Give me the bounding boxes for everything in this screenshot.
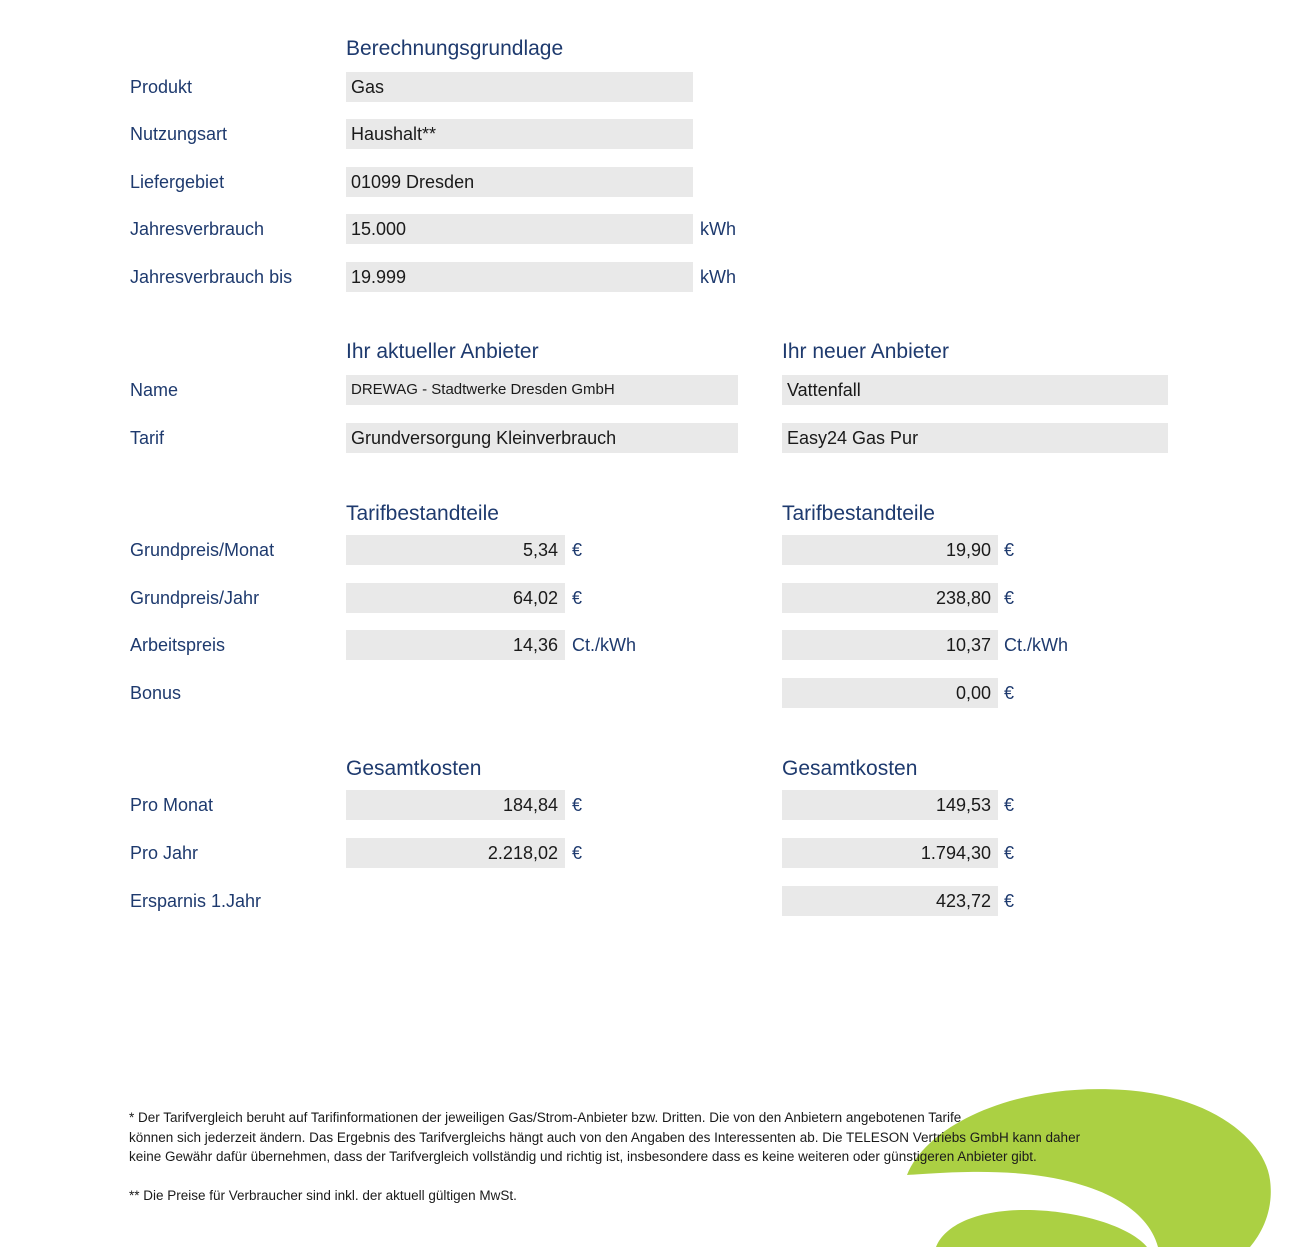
field-new-pro-monat: 149,53: [782, 790, 998, 820]
label-arbeitspreis: Arbeitspreis: [130, 635, 226, 655]
label-grundpreis-jahr: Grundpreis/Jahr: [130, 588, 260, 608]
field-current-pro-monat: 184,84: [346, 790, 565, 820]
section-title-calculation-basis: Berechnungsgrundlage: [346, 37, 564, 60]
section-title-total-costs-current: Gesamtkosten: [346, 757, 482, 780]
unit-new-grundpreis-jahr: €: [1004, 588, 1015, 608]
footnote-disclaimer-line-3: keine Gewähr dafür übernehmen, dass der Tarifvergleich vollständig und richtig ist, insbesondere dass es keine weiteren oder günstigeren Anbieter gibt.: [129, 1149, 1037, 1164]
section-title-total-costs-new: Gesamtkosten: [782, 757, 918, 780]
label-bonus: Bonus: [130, 683, 182, 703]
field-new-ersparnis: 423,72: [782, 886, 998, 916]
label-produkt: Produkt: [130, 77, 193, 97]
footnote-disclaimer-line-1: * Der Tarifvergleich beruht auf Tarifinformationen der jeweiligen Gas/Strom-Anbieter bzw. Dritten. Die von den Anbietern angebotenen Tarife: [129, 1110, 962, 1125]
field-current-pro-jahr: 2.218,02: [346, 838, 565, 868]
field-jahresverbrauch-bis: 19.999: [346, 262, 693, 292]
footnote-disclaimer: [129, 1108, 1080, 1167]
label-grundpreis-monat: Grundpreis/Monat: [130, 540, 275, 560]
field-current-grundpreis-jahr: 64,02: [346, 583, 565, 613]
footnote-vat: ** Die Preise für Verbraucher sind inkl. der aktuell gültigen MwSt.: [129, 1188, 517, 1203]
field-produkt: Gas: [346, 72, 693, 102]
section-title-tariff-components-new: Tarifbestandteile: [782, 502, 935, 525]
unit-current-pro-jahr: €: [572, 843, 583, 863]
field-new-provider-tariff: Easy24 Gas Pur: [782, 423, 1168, 453]
field-new-grundpreis-jahr: 238,80: [782, 583, 998, 613]
unit-jahresverbrauch-bis: kWh: [700, 267, 736, 287]
label-jahresverbrauch-bis: Jahresverbrauch bis: [130, 267, 293, 287]
label-name: Name: [130, 380, 179, 400]
field-new-arbeitspreis: 10,37: [782, 630, 998, 660]
label-jahresverbrauch: Jahresverbrauch: [130, 219, 265, 239]
unit-new-pro-monat: €: [1004, 795, 1015, 815]
unit-current-grundpreis-monat: €: [572, 540, 583, 560]
label-ersparnis-1-jahr: Ersparnis 1.Jahr: [130, 891, 262, 911]
label-pro-monat: Pro Monat: [130, 795, 214, 815]
field-nutzungsart: Haushalt**: [346, 119, 693, 149]
label-tarif: Tarif: [130, 428, 165, 448]
unit-current-arbeitspreis: Ct./kWh: [572, 635, 637, 655]
unit-current-grundpreis-jahr: €: [572, 588, 583, 608]
field-liefergebiet: 01099 Dresden: [346, 167, 693, 197]
section-title-current-provider: Ihr aktueller Anbieter: [346, 340, 539, 363]
section-title-new-provider: Ihr neuer Anbieter: [782, 340, 949, 363]
unit-new-arbeitspreis: Ct./kWh: [1004, 635, 1069, 655]
field-current-arbeitspreis: 14,36: [346, 630, 565, 660]
unit-new-grundpreis-monat: €: [1004, 540, 1015, 560]
field-jahresverbrauch: 15.000: [346, 214, 693, 244]
label-liefergebiet: Liefergebiet: [130, 172, 225, 192]
field-new-provider-name: Vattenfall: [782, 375, 1168, 405]
field-current-grundpreis-monat: 5,34: [346, 535, 565, 565]
label-pro-jahr: Pro Jahr: [130, 843, 199, 863]
field-new-grundpreis-monat: 19,90: [782, 535, 998, 565]
unit-new-ersparnis: €: [1004, 891, 1015, 911]
unit-current-pro-monat: €: [572, 795, 583, 815]
unit-new-pro-jahr: €: [1004, 843, 1015, 863]
field-current-provider-tariff: Grundversorgung Kleinverbrauch: [346, 423, 738, 453]
field-new-bonus: 0,00: [782, 678, 998, 708]
section-title-tariff-components-current: Tarifbestandteile: [346, 502, 499, 525]
field-current-provider-name: DREWAG - Stadtwerke Dresden GmbH: [346, 375, 738, 405]
label-nutzungsart: Nutzungsart: [130, 124, 228, 144]
footnote-disclaimer-line-2: können sich jederzeit ändern. Das Ergebnis des Tarifvergleichs hängt auch von den Angaben des Interessenten ab. Die TELESON Vertriebs GmbH kann daher: [129, 1129, 1081, 1145]
unit-jahresverbrauch: kWh: [700, 219, 736, 239]
unit-new-bonus: €: [1004, 683, 1015, 703]
field-new-pro-jahr: 1.794,30: [782, 838, 998, 868]
